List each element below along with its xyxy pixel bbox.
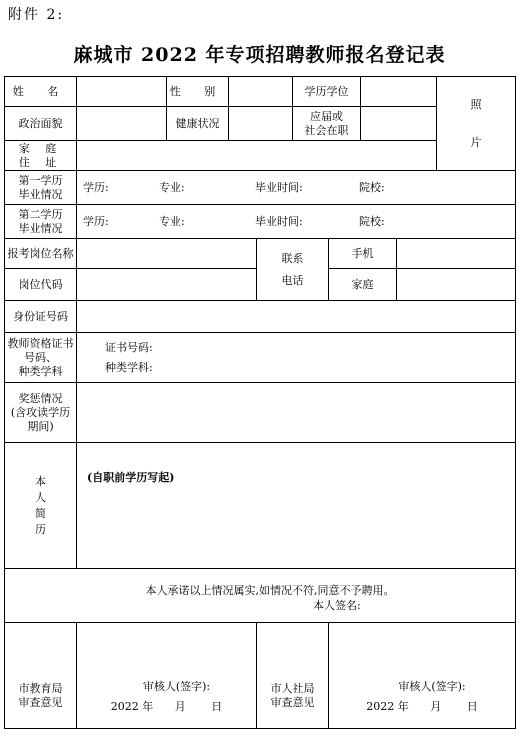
name-input[interactable] <box>77 77 167 107</box>
table-row <box>5 443 516 569</box>
table-row <box>5 239 516 269</box>
id-label: 身份证号码 <box>5 301 77 333</box>
form-title: 麻城市 2022 年专项招聘教师报名登记表 <box>73 44 446 66</box>
mobile-label: 手机 <box>329 239 397 269</box>
health-input[interactable] <box>229 107 293 141</box>
position-name-input[interactable] <box>77 239 257 269</box>
edu-bureau-label: 市教育局 审查意见 <box>5 623 77 729</box>
contact-label: 联系 电话 <box>257 239 329 301</box>
table-row <box>5 383 516 443</box>
mobile-input[interactable] <box>397 239 516 269</box>
reviewer-label: 审核人(签字): <box>398 680 466 693</box>
position-name-label: 报考岗位名称 <box>5 239 77 269</box>
gender-input[interactable] <box>229 77 293 107</box>
home-phone-input[interactable] <box>397 269 516 301</box>
photo-char: 照 <box>470 97 482 111</box>
degree-label: 学历学位 <box>293 77 361 107</box>
attachment-label: 附件 2: <box>8 7 65 23</box>
resume-label: 本 人 简 历 <box>5 443 77 569</box>
resume-note: (自职前学历写起) <box>87 471 175 484</box>
registration-form-table <box>4 76 516 729</box>
political-label: 政治面貌 <box>5 107 77 141</box>
fresh-input[interactable] <box>361 107 437 141</box>
table-row <box>5 301 516 333</box>
table-row <box>5 623 516 729</box>
gender-label: 性 别 <box>167 77 229 107</box>
cert-fields[interactable] <box>77 333 516 383</box>
photo-box[interactable] <box>437 77 516 171</box>
edu-bureau-opinion[interactable] <box>77 623 257 729</box>
fresh-label: 应届或 社会在职 <box>293 107 361 141</box>
award-input[interactable] <box>77 383 516 443</box>
hr-bureau-label: 市人社局 审查意见 <box>257 623 329 729</box>
promise-cell <box>5 569 516 623</box>
award-label: 奖惩情况 (含攻读学历 期间) <box>5 383 77 443</box>
review-date: 2022 年 月 日 <box>366 700 478 713</box>
table-row <box>5 333 516 383</box>
hr-bureau-opinion[interactable] <box>329 623 516 729</box>
reviewer-label: 审核人(签字): <box>142 680 211 693</box>
id-input[interactable] <box>77 301 516 333</box>
review-date: 2022 年 月 日 <box>110 700 223 713</box>
health-label: 健康状况 <box>167 107 229 141</box>
edu2-fields[interactable]: 学历: 专业: 毕业时间: 院校: <box>77 205 516 239</box>
degree-input[interactable] <box>361 77 437 107</box>
position-code-input[interactable] <box>77 269 257 301</box>
promise-text: 本人承诺以上情况属实,如情况不符,同意不予聘用。 <box>145 583 395 597</box>
cert-number-label: 证书号码: <box>105 340 153 354</box>
edu1-label: 第一学历 毕业情况 <box>5 171 77 205</box>
signature-label[interactable]: 本人签名: <box>313 599 361 612</box>
home-phone-label: 家庭 <box>329 269 397 301</box>
edu2-label: 第二学历 毕业情况 <box>5 205 77 239</box>
table-row <box>5 205 516 239</box>
resume-input[interactable] <box>77 443 516 569</box>
cert-label: 教师资格证书 号码、 种类学科 <box>5 333 77 383</box>
position-code-label: 岗位代码 <box>5 269 77 301</box>
cert-subject-label: 种类学科: <box>105 360 153 374</box>
name-label: 姓 名 <box>5 77 77 107</box>
address-label: 家 庭 住 址 <box>5 141 77 171</box>
table-row <box>5 171 516 205</box>
table-row <box>5 77 516 107</box>
table-row <box>5 569 516 623</box>
address-input[interactable] <box>77 141 437 171</box>
edu1-fields[interactable]: 学历: 专业: 毕业时间: 院校: <box>77 171 516 205</box>
political-input[interactable] <box>77 107 167 141</box>
photo-char: 片 <box>470 135 482 149</box>
